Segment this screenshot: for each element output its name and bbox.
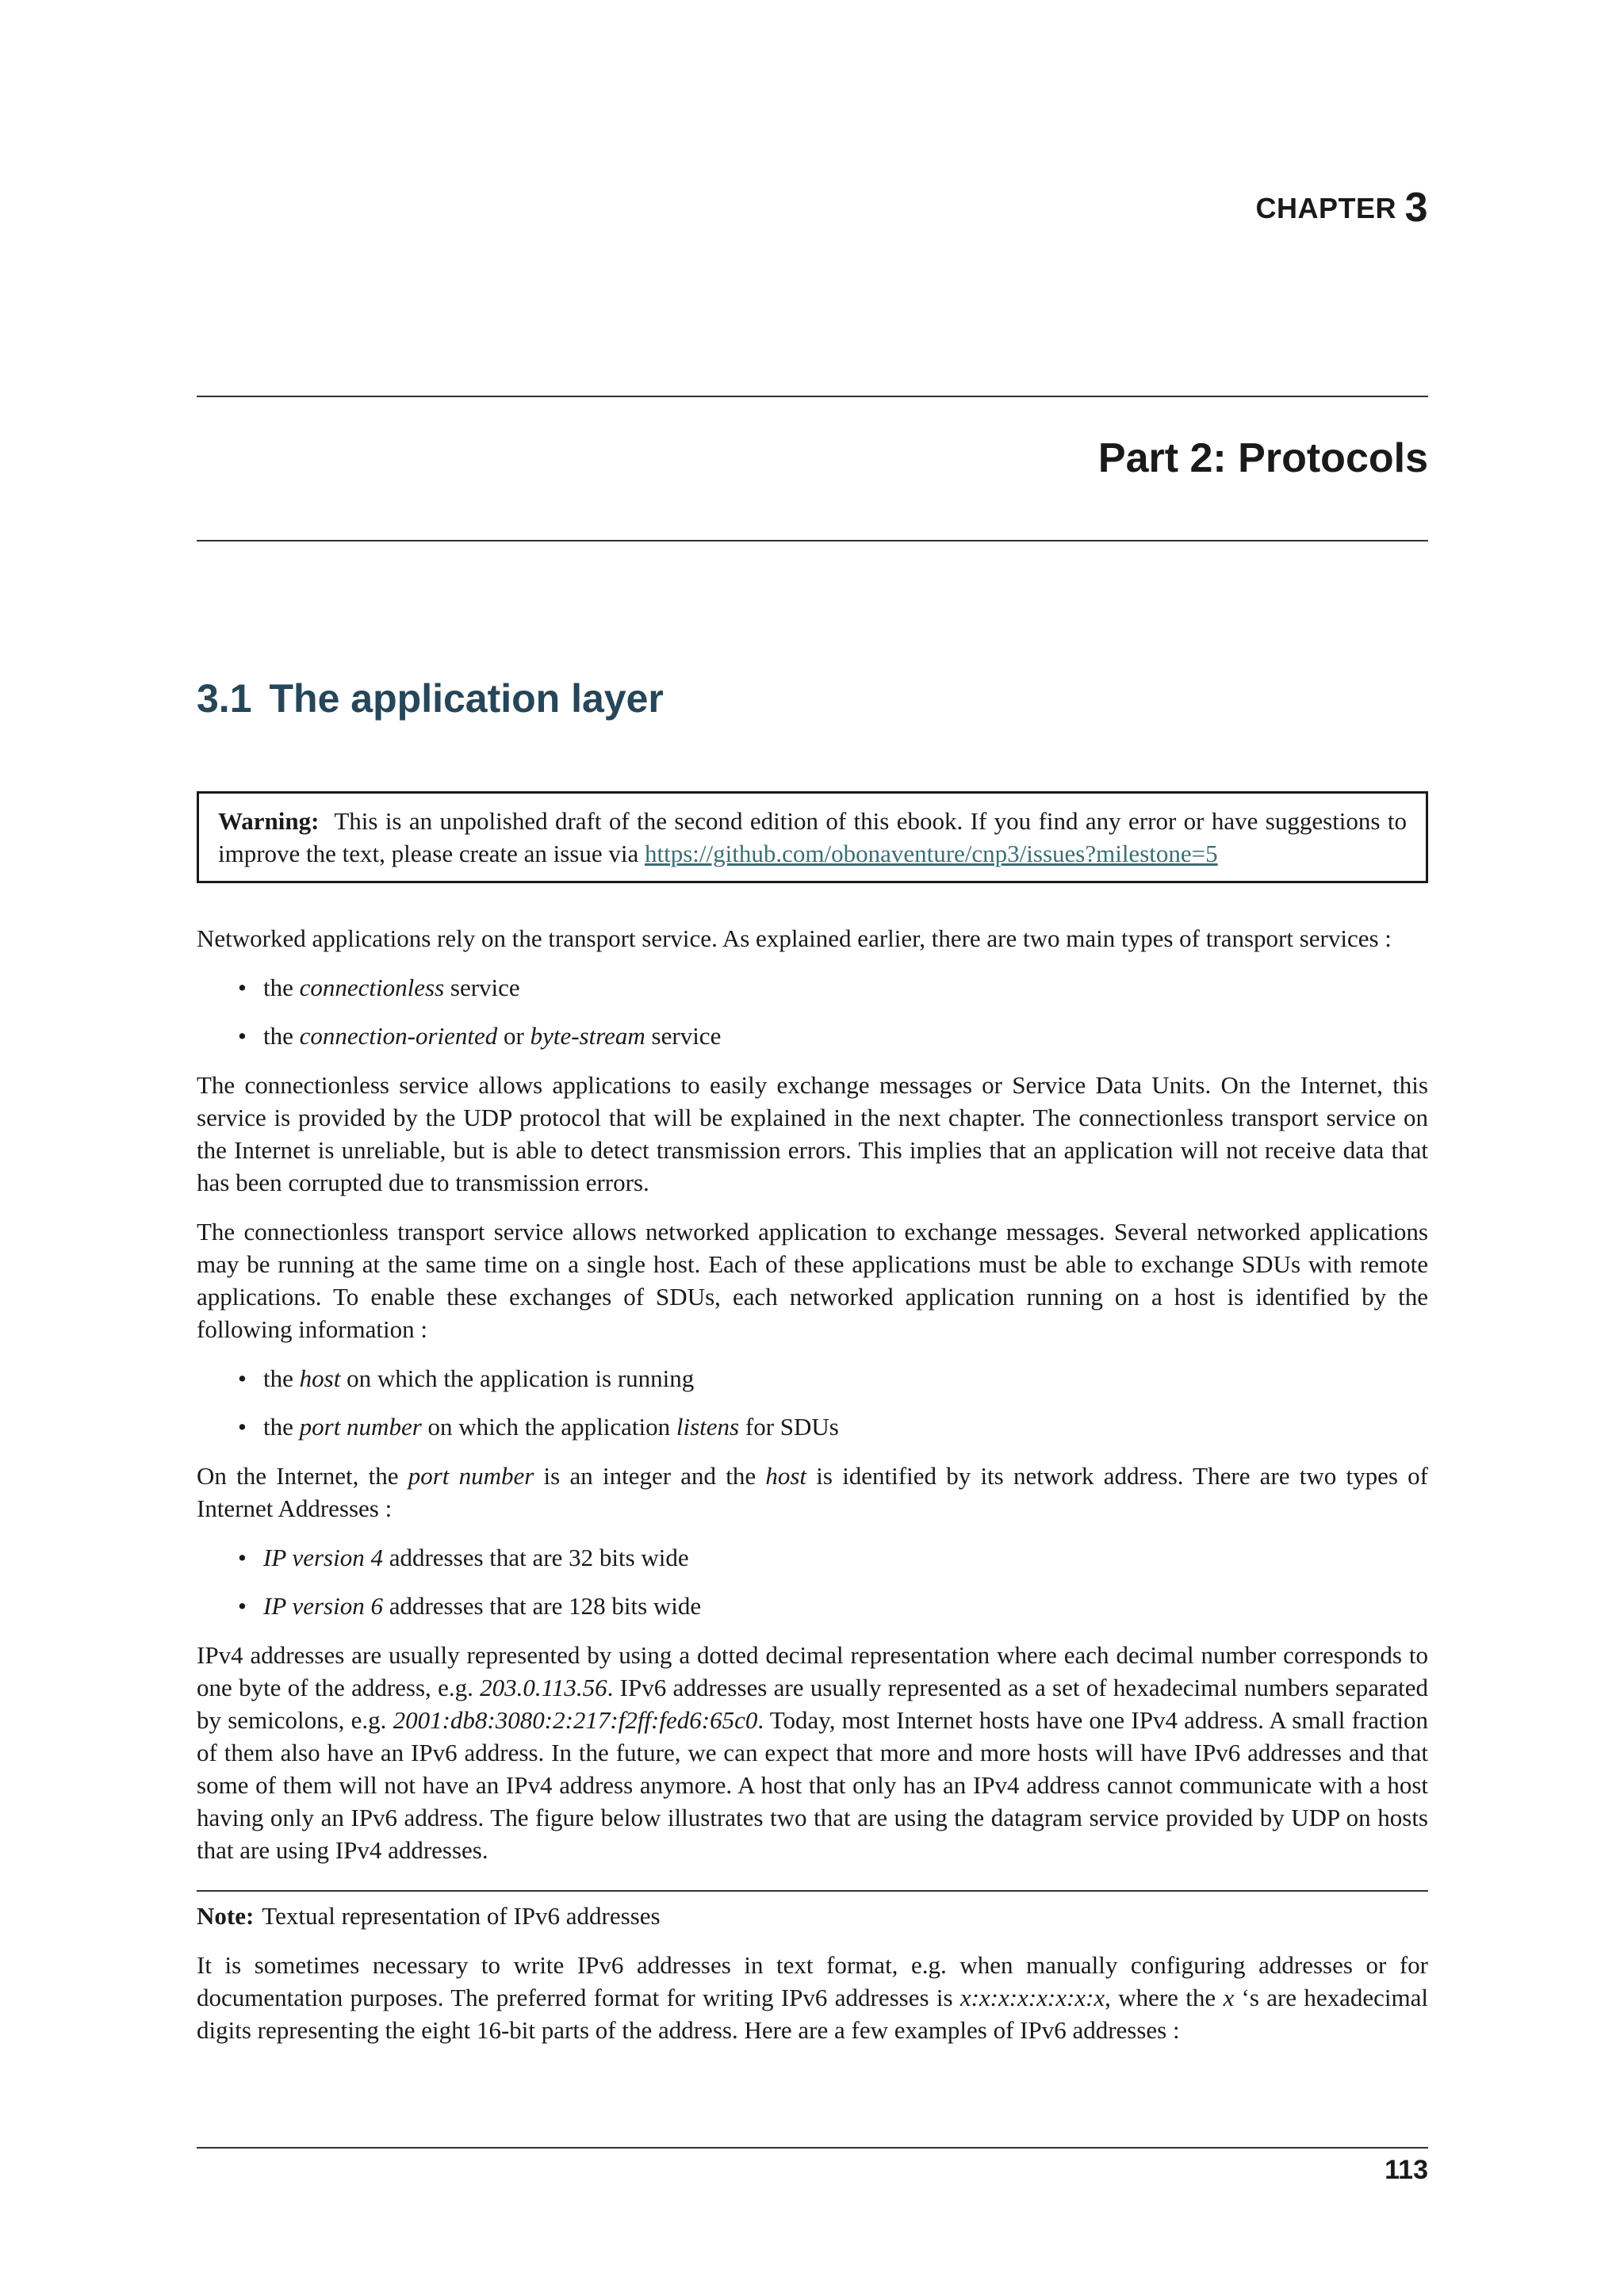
- section-number: 3.1: [197, 676, 252, 721]
- chapter-number: 3: [1404, 185, 1428, 231]
- list-item: • IP version 4 addresses that are 32 bits wide: [197, 1541, 1428, 1574]
- note-title: Textual representation of IPv6 addresses: [262, 1902, 661, 1930]
- header-rule-bottom: [197, 540, 1428, 541]
- exchange-paragraph: The connectionless transport service allows networked application to exchange messages. Several networked applications may be running at the same time on a single host. Each of these applications must be able to exchange SDUs with remote applications. To enable these exchanges of SDUs, each networked application running on a host is identified by the following information :: [197, 1218, 1428, 1343]
- note-rule: [197, 1890, 1428, 1892]
- transport-service-list: [197, 971, 1428, 1052]
- list-item: • the port number on which the application listens for SDUs: [197, 1410, 1428, 1443]
- section-title: The application layer: [269, 676, 664, 721]
- body-text: [197, 922, 1428, 2063]
- note-heading: [197, 1900, 1428, 1932]
- chapter-label: [1256, 184, 1428, 232]
- note-label: Note:: [197, 1902, 255, 1930]
- warning-admonition: [197, 791, 1428, 883]
- list-item: • the connection-oriented or byte-stream service: [197, 1020, 1428, 1052]
- warning-label: Warning:: [218, 807, 320, 835]
- header-rule-top: [197, 396, 1428, 397]
- internet-address-paragraph: On the Internet, the port number is an integer and the host is identified by its network address. There are two types of Internet Addresses :: [197, 1462, 1428, 1522]
- warning-text: This is an unpolished draft of the second edition of this ebook. If you find any error or have suggestions to improve the text, please create an issue via: [218, 807, 1407, 867]
- chapter-word: CHAPTER: [1255, 192, 1397, 224]
- footer-rule: [197, 2147, 1428, 2149]
- connectionless-paragraph: The connectionless service allows applications to easily exchange messages or Service Data Units. On the Internet, this service is provided by the UDP protocol that will be explained in the next chapter. The connectionless transport service on the Internet is unreliable, but is able to detect transmission errors. This implies that an application will not receive data that has been corrupted due to transmission errors.: [197, 1071, 1428, 1196]
- list-item: • the host on which the application is running: [197, 1362, 1428, 1395]
- part-title: Part 2: Protocols: [1097, 435, 1428, 481]
- page-number: 113: [1385, 2155, 1428, 2185]
- list-item: • IP version 6 addresses that are 128 bits wide: [197, 1590, 1428, 1622]
- ipv4-paragraph: IPv4 addresses are usually represented by using a dotted decimal representation where each decimal number corresponds to one byte of the address, e.g. 203.0.113.56. IPv6 addresses are usually represented as a set of hexadecimal numbers separated by semicolons, e.g. 2001:db8:3080:2:217:f2ff:fed6:65c0. Today, most Internet hosts have one IPv4 address. A small fraction of them also have an IPv6 address. In the future, we can expect that more and more hosts will have IPv6 addresses and that some of them will not have an IPv4 address anymore. A host that only has an IPv4 address cannot communicate with a host having only an IPv6 address. The figure below illustrates two that are using the datagram service provided by UDP on hosts that are using IPv4 addresses.: [197, 1641, 1428, 1864]
- note-paragraph: It is sometimes necessary to write IPv6 addresses in text format, e.g. when manually configuring addresses or for documentation purposes. The preferred format for writing IPv6 addresses is x:x:x:x:x:x:x:x, where the x ‘s are hexadecimal digits representing the eight 16-bit parts of the address. Here are a few examples of IPv6 addresses :: [197, 1951, 1428, 2044]
- intro-paragraph: Networked applications rely on the transport service. As explained earlier, there are two main types of transport services :: [197, 924, 1392, 952]
- application-identity-list: [197, 1362, 1428, 1443]
- issues-link[interactable]: https://github.com/obonaventure/cnp3/issues?milestone=5: [644, 840, 1218, 867]
- section-heading: [197, 675, 664, 721]
- address-type-list: [197, 1541, 1428, 1622]
- list-item: • the connectionless service: [197, 971, 1428, 1004]
